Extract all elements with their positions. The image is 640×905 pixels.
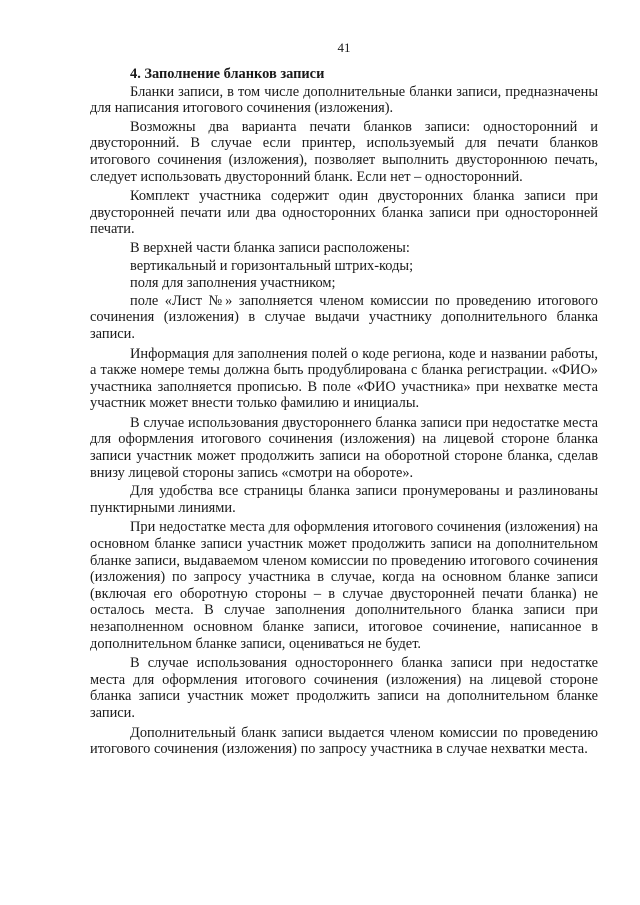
paragraph: Возможны два варианта печати бланков записи: односторонний и двусторонний. В случае если принтер, используемый для печати бланков итогового сочинения (изложения), позволяет выполнить двустороннюю печать, следует использовать двусторонний бланк. Если нет – односторонний. bbox=[90, 118, 598, 185]
section-heading: 4. Заполнение бланков записи bbox=[130, 66, 325, 82]
paragraph: В случае использования одностороннего бланка записи при недостатке места для оформления итогового сочинения (изложения) на лицевой стороне бланка записи участник может продолжить записи на дополнительном бланке записи. bbox=[90, 655, 598, 721]
paragraph: Бланки записи, в том числе дополнительные бланки записи, предназначены для написания итогового сочинения (изложения). bbox=[90, 83, 598, 117]
paragraph: Дополнительный бланк записи выдается членом комиссии по проведению итогового сочинения (изложения) по запросу участника в случае нехватки места. bbox=[90, 724, 598, 758]
paragraph: поле «Лист №» заполняется членом комиссии по проведению итогового сочинения (изложения) в случае выдачи участнику дополнительного бланка записи. bbox=[90, 292, 598, 342]
list-item: поля для заполнения участником; bbox=[130, 275, 336, 292]
paragraph: Информация для заполнения полей о коде региона, коде и названии работы, а также номере темы должна быть продублирована с бланка регистрации. «ФИО» участника заполняется прописью. В поле «ФИО участника» при нехватке места участник может внести только фамилию и инициалы. bbox=[90, 345, 598, 412]
paragraph: Комплект участника содержит один двусторонних бланка записи при двусторонней печати или два односторонних бланка записи при односторонней печати. bbox=[90, 188, 598, 238]
page-number: 41 bbox=[337, 40, 351, 55]
document-body bbox=[90, 66, 598, 760]
paragraph: При недостатке места для оформления итогового сочинения (изложения) на основном бланке записи участник может продолжить записи на дополнительном бланке записи, выдаваемом членом комиссии по проведению итогового сочинения (изложения) по запросу участника в случае, когда на основном бланке записи (включая его оборотную стороны – в случае двусторонней печати бланка) не осталось места. В случае заполнения дополнительного бланка записи при незаполненном основном бланке записи, итоговое сочинение, написанное в дополнительном бланке записи, оцениваться не будет. bbox=[90, 519, 598, 652]
paragraph: Для удобства все страницы бланка записи пронумерованы и разлинованы пунктирными линиями. bbox=[90, 483, 598, 516]
list-item: вертикальный и горизонтальный штрих-коды; bbox=[130, 257, 414, 274]
list-intro: В верхней части бланка записи расположены: bbox=[130, 239, 410, 256]
paragraph: В случае использования двустороннего бланка записи при недостатке места для оформления итогового сочинения (изложения) на лицевой стороне бланка записи участник может продолжить записи на оборотной стороне бланка, сделав внизу лицевой стороны запись «смотри на обороте». bbox=[90, 414, 598, 481]
